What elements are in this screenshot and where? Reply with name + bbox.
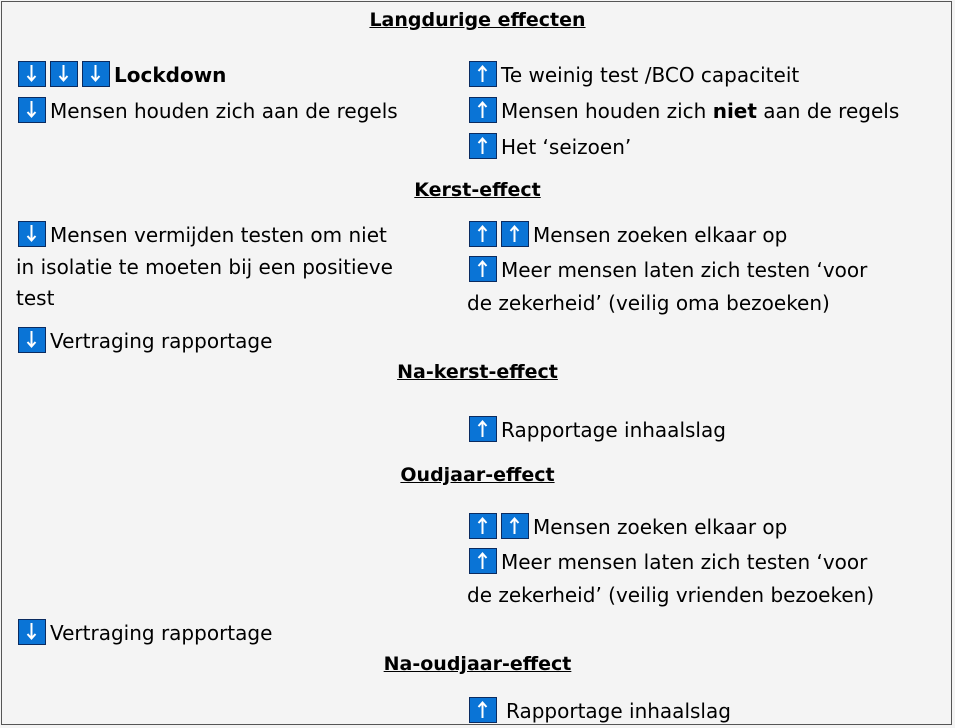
arrow-up-icon [469, 256, 497, 282]
item-vertraging-rapportage [18, 327, 272, 354]
item-vertraging-rapportage-2 [18, 619, 272, 646]
arrow-up-icon [469, 416, 497, 442]
arrow-up-icon [469, 61, 497, 87]
heading-na-oudjaar-effect: Na-oudjaar-effect [383, 653, 572, 675]
arrow-up-icon [469, 221, 497, 247]
arrow-up-icon [469, 513, 497, 539]
lockdown-label: Lockdown [114, 63, 227, 87]
arrow-up-icon [469, 97, 497, 123]
item-lockdown [18, 61, 226, 88]
item-vermijden-testen [18, 221, 387, 248]
item-label: Rapportage inhaalslag [506, 699, 731, 723]
arrow-down-icon [18, 327, 46, 353]
item-rapportage-inhaalslag-2 [469, 697, 731, 724]
item-seizoen [469, 133, 631, 160]
item-vermijden-testen-l3: test [16, 286, 55, 310]
item-label: Te weinig test /BCO capaciteit [501, 63, 800, 87]
arrow-down-icon [18, 97, 46, 123]
item-zoeken-elkaar-op [469, 221, 787, 248]
arrow-up-icon [469, 697, 497, 723]
item-label: Mensen zoeken elkaar op [533, 515, 788, 539]
item-label: Meer mensen laten zich testen ‘voor [501, 550, 868, 574]
item-meer-testen [469, 256, 867, 283]
arrow-down-icon [50, 61, 78, 87]
item-label-bold: niet [712, 99, 757, 123]
item-label: Mensen vermijden testen om niet [50, 223, 387, 247]
arrow-up-icon [501, 221, 529, 247]
arrow-down-icon [18, 619, 46, 645]
arrow-down-icon [82, 61, 110, 87]
item-houden-aan-regels [18, 97, 398, 124]
item-meer-testen-2-l2: de zekerheid’ (veilig vrienden bezoeken) [467, 583, 875, 607]
arrow-down-icon [18, 221, 46, 247]
item-label: Meer mensen laten zich testen ‘voor [501, 258, 868, 282]
heading-langdurige-effecten: Langdurige effecten [369, 9, 586, 31]
item-houden-niet-aan-regels [469, 97, 899, 124]
item-vermijden-testen-l2: in isolatie te moeten bij een positieve [16, 255, 393, 279]
item-label-pre: Mensen houden zich [501, 99, 713, 123]
item-label: Rapportage inhaalslag [501, 418, 726, 442]
item-label: Vertraging rapportage [50, 329, 273, 353]
item-rapportage-inhaalslag [469, 416, 726, 443]
heading-kerst-effect: Kerst-effect [414, 179, 541, 201]
arrow-up-icon [469, 133, 497, 159]
item-label-post: aan de regels [756, 99, 900, 123]
arrow-up-icon [469, 548, 497, 574]
item-label: Het ‘seizoen’ [501, 135, 632, 159]
arrow-up-icon [501, 513, 529, 539]
item-label: Vertraging rapportage [50, 621, 273, 645]
heading-na-kerst-effect: Na-kerst-effect [397, 361, 558, 383]
item-meer-testen-2 [469, 548, 867, 575]
heading-oudjaar-effect: Oudjaar-effect [400, 464, 555, 486]
arrow-down-icon [18, 61, 46, 87]
item-meer-testen-l2: de zekerheid’ (veilig oma bezoeken) [467, 291, 830, 315]
item-test-capaciteit [469, 61, 799, 88]
item-label: Mensen zoeken elkaar op [533, 223, 788, 247]
item-zoeken-elkaar-op-2 [469, 513, 787, 540]
item-label: Mensen houden zich aan de regels [50, 99, 398, 123]
